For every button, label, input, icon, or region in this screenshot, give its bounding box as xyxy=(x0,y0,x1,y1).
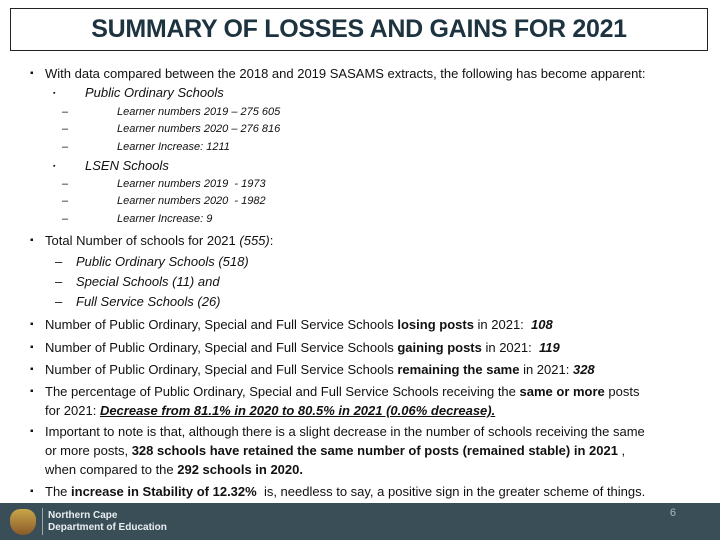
bullet-icon: ▪ xyxy=(30,68,34,79)
public-item: Learner numbers 2020 – 276 816 xyxy=(117,123,281,135)
dash: – xyxy=(55,254,63,269)
coat-of-arms-icon xyxy=(10,509,36,535)
note-line3: when compared to the 292 schools in 2020. xyxy=(45,462,303,477)
gaining-text: Number of Public Ordinary, Special and Full Service Schools gaining posts in 2021: 119 xyxy=(45,340,560,355)
stability-text: The increase in Stability of 12.32% is, needless to say, a positive sign in the greater scheme of things. xyxy=(45,484,646,499)
public-item: Learner numbers 2019 – 275 605 xyxy=(117,106,281,118)
total-item: Special Schools (11) and xyxy=(76,274,220,289)
title-box xyxy=(10,8,708,51)
intro-text: With data compared between the 2018 and 2019 SASAMS extracts, the following has become apparent: xyxy=(45,66,646,81)
page-title: SUMMARY OF LOSSES AND GAINS FOR 2021 xyxy=(91,15,627,43)
bullet-icon: ▪ xyxy=(30,486,34,497)
bullet-icon: ▪ xyxy=(30,426,34,437)
dash: – xyxy=(62,213,69,225)
bullet-icon: ▪ xyxy=(30,364,34,375)
total-item: Public Ordinary Schools (518) xyxy=(76,254,249,269)
org-name: Northern Cape xyxy=(48,510,118,521)
footer xyxy=(0,503,720,540)
bullet-icon: ▪ xyxy=(30,386,34,397)
pct-text-line2: for 2021: Decrease from 81.1% in 2020 to 80.5% in 2021 (0.06% decrease). xyxy=(45,403,496,418)
dash: – xyxy=(55,294,63,309)
dash: – xyxy=(62,106,69,118)
public-item: Learner Increase: 1211 xyxy=(117,141,230,153)
bullet-icon: ▪ xyxy=(30,342,34,353)
dash: – xyxy=(55,274,63,289)
bullet-icon: ▪ xyxy=(53,90,56,97)
bullet-icon: ▪ xyxy=(53,163,56,170)
dash: – xyxy=(62,123,69,135)
lsen-item: Learner numbers 2019 - 1973 xyxy=(117,178,266,190)
bullet-icon: ▪ xyxy=(30,235,34,246)
page-number: 6 xyxy=(669,507,676,519)
lsen-item: Learner Increase: 9 xyxy=(117,213,213,225)
bullet-icon: ▪ xyxy=(30,319,34,330)
pct-text: The percentage of Public Ordinary, Special and Full Service Schools receiving the same or more posts xyxy=(45,384,640,399)
note-line2: or more posts, 328 schools have retained the same number of posts (remained stable) in 2021 , xyxy=(45,443,626,458)
total-text: Total Number of schools for 2021 (555): xyxy=(45,233,274,248)
same-text: Number of Public Ordinary, Special and Full Service Schools remaining the same in 2021: 328 xyxy=(45,362,595,377)
total-item: Full Service Schools (26) xyxy=(76,294,221,309)
note-line1: Important to note is that, although there is a slight decrease in the number of schools receiving the same xyxy=(45,424,645,439)
divider xyxy=(42,508,43,535)
dash: – xyxy=(62,141,69,153)
dash: – xyxy=(62,195,69,207)
public-label: Public Ordinary Schools xyxy=(85,85,224,100)
org-department: Department of Education xyxy=(48,522,167,533)
lsen-item: Learner numbers 2020 - 1982 xyxy=(117,195,266,207)
dash: – xyxy=(62,178,69,190)
lsen-label: LSEN Schools xyxy=(85,158,169,173)
losing-text: Number of Public Ordinary, Special and Full Service Schools losing posts in 2021: 108 xyxy=(45,317,553,332)
